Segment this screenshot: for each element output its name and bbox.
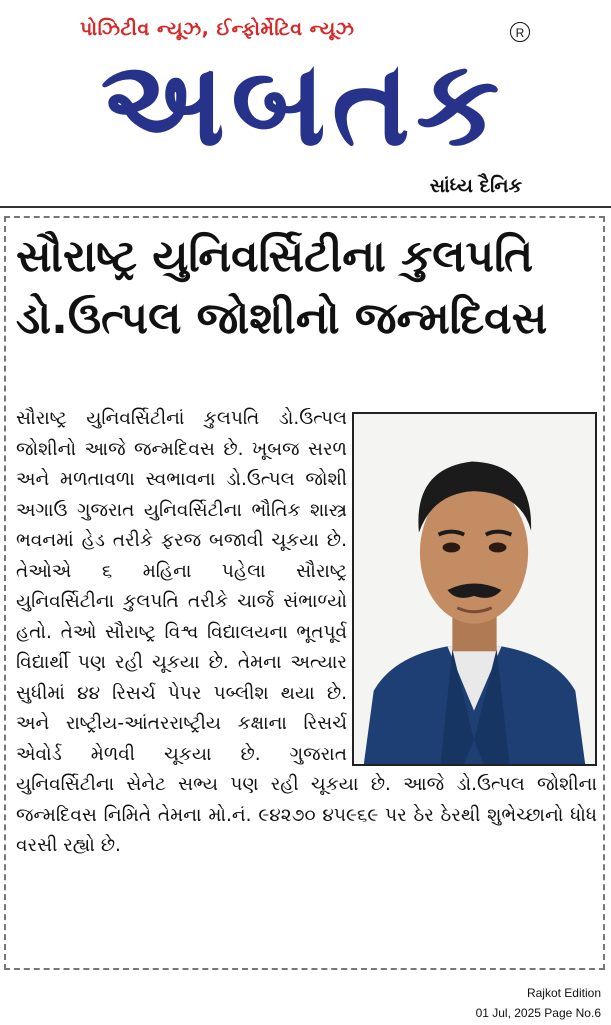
edition-name: Rajkot Edition xyxy=(526,986,601,1000)
article-box xyxy=(4,216,605,970)
headline-line-1: સૌરાષ્ટ્ર યુનિવર્સિટીના કુલપતિ xyxy=(16,231,534,282)
article-headline xyxy=(16,226,593,350)
headline-line-2: ડો.ઉત્પલ જોશીનો જન્મદિવસ xyxy=(16,293,548,344)
article-paragraph: સૌરાષ્ટ્ર યુનિવર્સિટીનાં કુલપતિ ડો.ઉત્પલ જોશીનો આજે જન્મદિવસ છે. ખૂબજ સરળ અને મળતાવળા સ્વભાવના ડો.ઉત્પલ જોશી અગાઉ ગુજરાત યુનિવર્સિટીના ભૌતિક શાસ્ત્ર ભવનમાં હેડ તરીકે ફરજ બજાવી ચૂકયા છે. તેઓએ ૬ મહિના પહેલા સૌરાષ્ટ્ર યુનિવર્સિટીના કુલપતિ તરીકે ચાર્જ સંભાળ્યો હતો. તેઓ સૌરાષ્ટ્ર વિશ્વ વિદ્યાલયના ભૂતપૂર્વ વિદ્યાર્થી પણ રહી ચૂકયા છે. તેમના અત્યાર સુધીમાં ૪૪ રિસર્ચ પેપર પબ્લીશ થયા છે. અને રાષ્ટ્રીય-આંતરરાષ્ટ્રીય કક્ષાના રિસર્ચ એવોર્ડ મેળવી ચૂકયા છે. ગુજરાત યુનિવર્સિટીના સેનેટ સભ્ય પણ રહી ચૂકયા છે. આજે ડો.ઉત્પલ જોશીના જન્મદિવસ નિમિતે તેમના મો.નં. ૯૪૨૭૦ ૪૫૯૬૯ પર ઠેર ઠેરથી શુભેચ્છાનો ધોધ વરસી રહ્યો છે. xyxy=(16,408,597,856)
newspaper-logo: અબતક xyxy=(100,38,506,168)
masthead xyxy=(0,0,611,205)
masthead-subtitle: સાંધ્ય દૈનિક xyxy=(429,175,522,197)
edition-date-page: 01 Jul, 2025 Page No.6 xyxy=(475,1006,601,1020)
article-body xyxy=(16,404,597,862)
tagline: પોઝિટીવ ન્યૂઝ, ઈન્ફોર્મેટિવ ન્યૂઝ xyxy=(80,18,355,40)
registered-mark-icon: R xyxy=(510,22,530,42)
edition-info xyxy=(401,983,601,1023)
masthead-divider xyxy=(0,206,611,208)
